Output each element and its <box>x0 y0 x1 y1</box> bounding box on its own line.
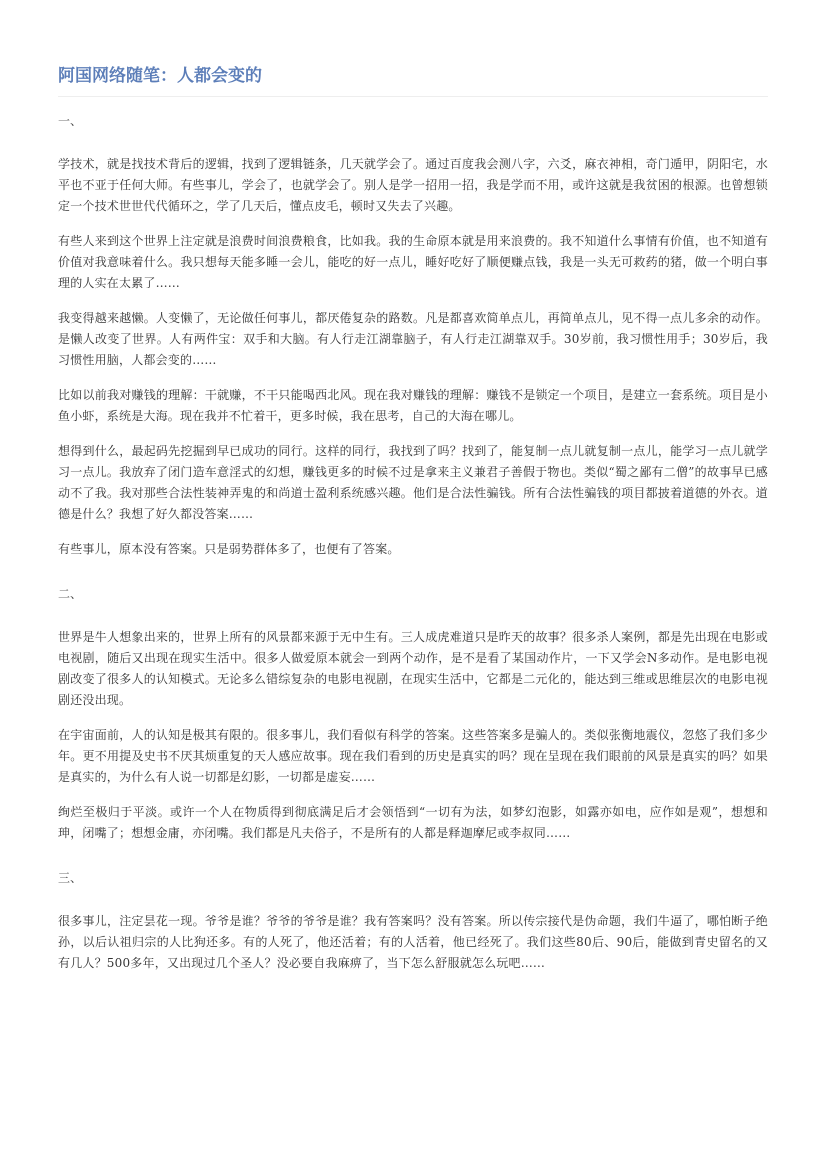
paragraph: 我变得越来越懒。人变懒了，无论做任何事儿，都厌倦复杂的路数。凡是都喜欢简单点儿，再简单点儿，见不得一点儿多余的动作。是懒人改变了世界。人有两件宝：双手和大脑。有人行走江湖靠脑子，有人行走江湖靠双手。30岁前，我习惯性用手；30岁后，我习惯性用脑，人都会变的…… <box>58 311 768 367</box>
page-title: 阿国网络随笔：人都会变的 <box>58 64 768 97</box>
paragraph: 比如以前我对赚钱的理解：干就赚，不干只能喝西北风。现在我对赚钱的理解：赚钱不是锁定一个项目，是建立一套系统。项目是小鱼小虾，系统是大海。现在我并不忙着干，更多时候，我在思考，自己的大海在哪儿。 <box>58 388 768 423</box>
paragraph: 有些人来到这个世界上注定就是浪费时间浪费粮食，比如我。我的生命原本就是用来浪费的。我不知道什么事情有价值，也不知道有价值对我意味着什么。我只想每天能多睡一会儿，能吃的好一点儿，睡好吃好了顺便赚点钱，我是一头无可救药的猪，做一个明白事理的人实在太累了…… <box>58 234 768 290</box>
section-heading: 二、 <box>58 587 83 601</box>
paragraph: 有些事儿，原本没有答案。只是弱势群体多了，也便有了答案。 <box>58 542 400 556</box>
paragraph: 在宇宙面前，人的认知是极其有限的。很多事儿，我们看似有科学的答案。这些答案多是骗人的。类似张衡地震仪，忽悠了我们多少年。更不用提及史书不厌其烦重复的天人感应故事。现在我们看到的历史是真实的吗？现在呈现在我们眼前的风景是真实的吗？如果是真实的，为什么有人说一切都是幻影，一切都是虚妄…… <box>58 728 768 784</box>
section-three <box>58 870 768 974</box>
paragraph: 世界是牛人想象出来的，世界上所有的风景都来源于无中生有。三人成虎难道只是昨天的故事？很多杀人案例，都是先出现在电影或电视剧，随后又出现在现实生活中。很多人做爱原本就会一到两个动作，是不是看了某国动作片，一下又学会N多动作。是电影电视剧改变了很多人的认知模式。无论多么错综复杂的电影电视剧，在现实生活中，它都是二元化的，能达到三维或思维层次的电影电视剧还没出现。 <box>58 630 768 707</box>
section-one <box>58 113 768 560</box>
section-heading: 三、 <box>58 871 83 885</box>
section-two <box>58 586 768 844</box>
paragraph: 学技术，就是找技术背后的逻辑，找到了逻辑链条，几天就学会了。通过百度我会测八字，六爻，麻衣神相，奇门遁甲，阴阳宅，水平也不亚于任何大师。有些事儿，学会了，也就学会了。别人是学一招用一招，我是学而不用，或许这就是我贫困的根源。也曾想锁定一个技术世世代代循环之，学了几天后，懂点皮毛，顿时又失去了兴趣。 <box>58 157 768 213</box>
paragraph: 很多事儿，注定昙花一现。爷爷是谁？爷爷的爷爷是谁？我有答案吗？没有答案。所以传宗接代是伪命题，我们牛逼了，哪怕断子绝孙，以后认祖归宗的人比狗还多。有的人死了，他还活着；有的人活着，他已经死了。我们这些80后、90后，能做到青史留名的又有几人？500多年，又出现过几个圣人？没必要自我麻痹了，当下怎么舒服就怎么玩吧…… <box>58 914 768 970</box>
section-heading: 一、 <box>58 114 83 128</box>
paragraph: 绚烂至极归于平淡。或许一个人在物质得到彻底满足后才会领悟到“一切有为法，如梦幻泡影，如露亦如电，应作如是观”，想想和珅，闭嘴了；想想金庸，亦闭嘴。我们都是凡夫俗子，不是所有的人都是释迦摩尼或李叔同…… <box>58 805 768 840</box>
paragraph: 想得到什么，最起码先挖掘到早已成功的同行。这样的同行，我找到了吗？找到了，能复制一点儿就复制一点儿，能学习一点儿就学习一点儿。我放弃了闭门造车意淫式的幻想，赚钱更多的时候不过是拿来主义兼君子善假于物也。类似“蜀之鄙有二僧”的故事早已感动不了我。我对那些合法性装神弄鬼的和尚道士盈利系统感兴趣。他们是合法性骗钱。所有合法性骗钱的项目都披着道德的外衣。道德是什么？我想了好久都没答案…… <box>58 444 768 521</box>
